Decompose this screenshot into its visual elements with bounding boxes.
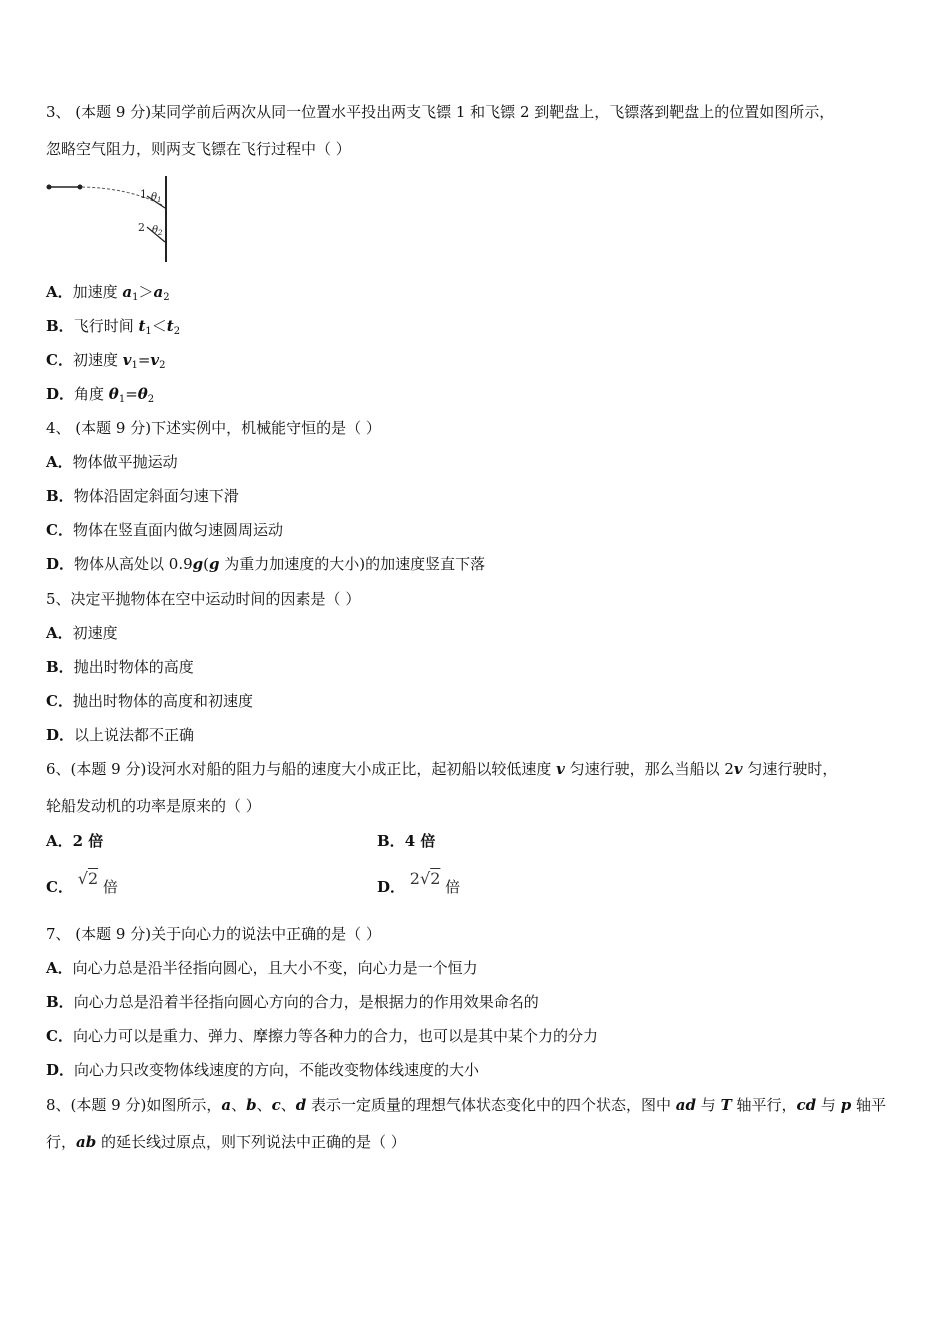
q3-dart-figure: [44, 172, 176, 264]
q7-option-c[interactable]: C．向心力可以是重力、弹力、摩擦力等各种力的合力，也可以是其中某个力的分力: [46, 1027, 598, 1045]
q6-stem-line1: 6、(本题 9 分)设河水对船的阻力与船的速度大小成正比，起初船以较低速度 v 匀速行驶，那么当船以 2v 匀速行驶时，: [46, 760, 838, 778]
q6-stem-line2: 轮船发动机的功率是原来的（ ）: [46, 797, 261, 815]
theta-1-label: $\theta_1$: [151, 192, 162, 204]
q3-option-d[interactable]: D．角度 $\theta_1=\theta_2$: [46, 385, 155, 405]
q6-option-b[interactable]: B．4 倍: [377, 832, 436, 850]
q5-option-b[interactable]: B．抛出时物体的高度: [46, 658, 194, 676]
q3-stem-line1: 3、 (本题 9 分)某同学前后两次从同一位置水平投出两支飞镖 1 和飞镖 2 到靶盘上，飞镖落到靶盘上的位置如图所示，: [46, 103, 835, 121]
q5-option-a[interactable]: A．初速度: [46, 624, 118, 642]
q5-stem: 5、决定平抛物体在空中运动时间的因素是（ ）: [46, 590, 361, 608]
q6-option-a[interactable]: A．2 倍: [46, 832, 104, 850]
q3-stem-line2: 忽略空气阻力，则两支飞镖在飞行过程中（ ）: [46, 140, 351, 158]
q5-option-d[interactable]: D．以上说法都不正确: [46, 726, 195, 744]
q3-option-b[interactable]: B．飞行时间 $t_1<t_2$: [46, 317, 181, 337]
q4-option-c[interactable]: C．物体在竖直面内做匀速圆周运动: [46, 521, 283, 539]
q7-option-b[interactable]: B．向心力总是沿着半径指向圆心方向的合力，是根据力的作用效果命名的: [46, 993, 539, 1011]
q4-option-a[interactable]: A．物体做平抛运动: [46, 453, 178, 471]
q7-stem: 7、 (本题 9 分)关于向心力的说法中正确的是（ ）: [46, 925, 381, 943]
q4-stem: 4、 (本题 9 分)下述实例中，机械能守恒的是（ ）: [46, 419, 381, 437]
dart-1-label: 1: [140, 188, 147, 201]
two-sqrt-2: 2√2: [409, 869, 441, 888]
q6-option-d[interactable]: D． 2√2 倍: [377, 869, 461, 896]
q3-option-c[interactable]: C．初速度 $v_1=v_2$: [46, 351, 166, 371]
q5-option-c[interactable]: C．抛出时物体的高度和初速度: [46, 692, 253, 710]
q8-stem-line1: 8、(本题 9 分)如图所示，a、b、c、d 表示一定质量的理想气体状态变化中的四个状态，图中 ad 与 T 轴平行，cd 与 p 轴平: [46, 1096, 886, 1114]
q3-option-a[interactable]: A．加速度 $a_1>a_2$: [46, 283, 170, 303]
q4-option-d[interactable]: D．物体从高处以 0.9g(g 为重力加速度的大小)的加速度竖直下落: [46, 555, 486, 573]
q8-stem-line2: 行，ab 的延长线过原点，则下列说法中正确的是（ ）: [46, 1133, 406, 1151]
theta-2-label: $\theta_2$: [152, 225, 163, 237]
q7-option-d[interactable]: D．向心力只改变物体线速度的方向，不能改变物体线速度的大小: [46, 1061, 480, 1079]
q7-option-a[interactable]: A．向心力总是沿半径指向圆心，且大小不变，向心力是一个恒力: [46, 959, 478, 977]
q4-option-b[interactable]: B．物体沿固定斜面匀速下滑: [46, 487, 239, 505]
dart-2-label: 2: [138, 221, 145, 234]
sqrt-2: √2: [77, 869, 99, 888]
q6-option-c[interactable]: C． √2 倍: [46, 869, 118, 896]
